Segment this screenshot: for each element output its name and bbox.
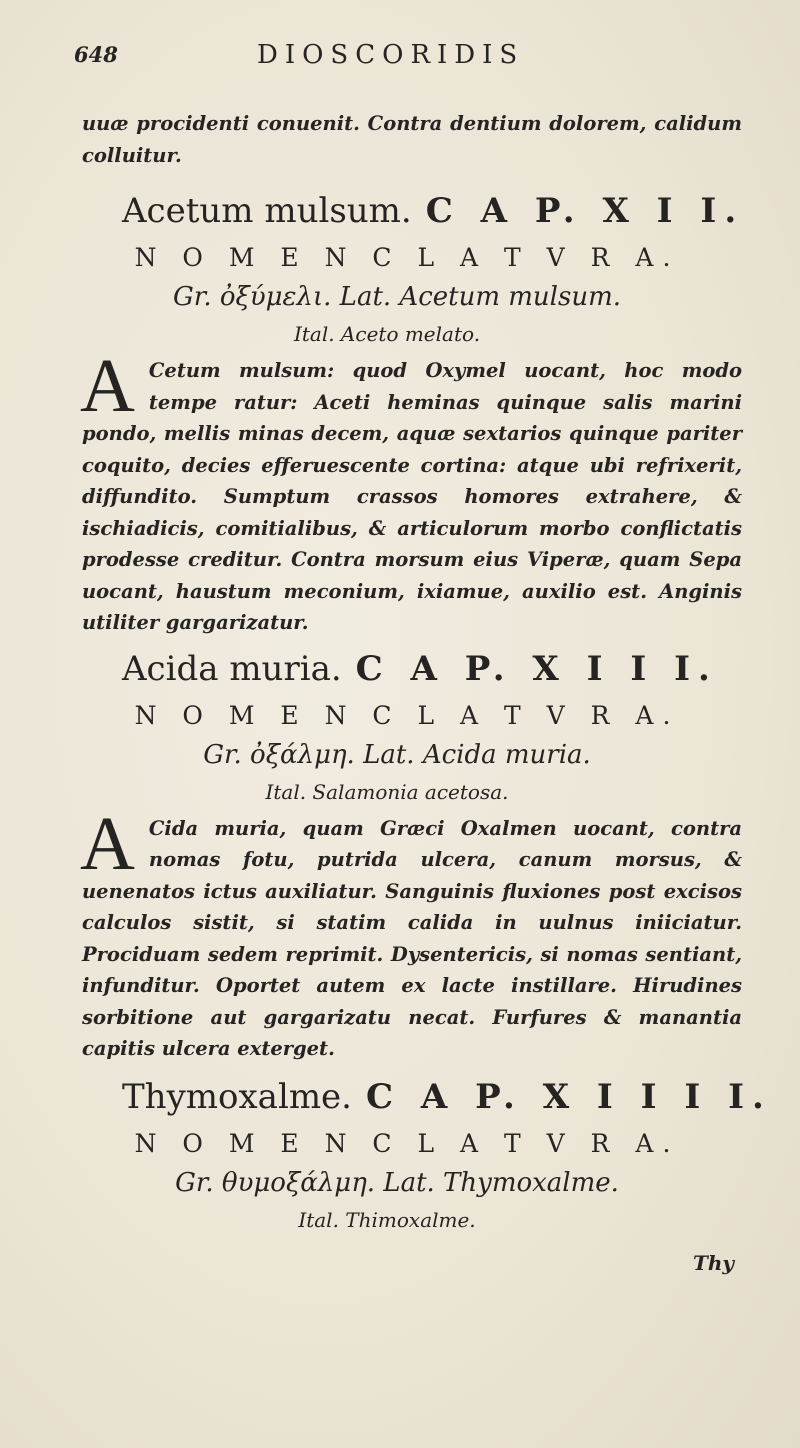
paragraph-text: Cida muria, quam Græci Oxalmen uocant, contra nomas fotu, putrida ulcera, canum morsus, & uenenatos ictus auxiliatur. Sanguinis fluxiones post excisos calculos sistit, si statim calida in uulnus iniiciatur. Prociduam sedem reprimit. Dysentericis, si nomas sentiant, infunditur. Oportet autem ex lacte instillare. Hirudines sorbitione aut gargarizatu necat. Furfures & manantia capitis ulcera exterget. [82,816,742,1060]
continuation-text: uuæ procidenti conuenit. Contra dentium dolorem, calidum colluitur. [82,112,742,167]
greek-latin-names: Gr. ὀξάλμη. Lat. Acida muria. [203,739,591,770]
nomenclatura-heading: N O M E N C L A T V R A. [134,1128,680,1158]
paragraph-text: Cetum mulsum: quod Oxymel uocant, hoc modo tempe ratur: Aceti heminas quinque salis marini pondo, mellis minas decem, aquæ sextarios quinque pariter coquito, decies efferuescente cortina: atque ubi refrixerit, diffundito. Sumptum crassos homores extrahere, & ischiadicis, comitialibus, & articulorum morbo conflictatis prodesse creditur. Contra morsum eius Viperæ, quam Sepa uocant, haustum meconium, ixiamue, auxilio est. Anginis utiliter gargarizatur. [82,359,742,634]
catchword: Thy [692,1250,734,1275]
chapter-number: C A P. X I I I. [355,648,718,689]
chapter-xii [80,189,745,639]
chapter-heading [122,647,742,691]
italian-name: Ital. Thimoxalme. [298,1207,476,1232]
chapter-title: Acida muria. [122,648,342,689]
greek-latin-names: Gr. ὀξύμελι. Lat. Acetum mulsum. [172,282,621,312]
drop-capital: A [80,344,135,428]
chapter-xiii [82,647,742,1065]
chapter-title: Thymoxalme. [122,1076,352,1117]
italian-name: Ital. Salamonia acetosa. [265,779,509,804]
nomenclatura-heading: N O M E N C L A T V R A. [134,243,680,272]
chapter-paragraph [80,344,742,639]
italian-name: Ital. Aceto melato. [293,322,481,346]
chapter-number: C A P. X I I I I. [365,1076,772,1117]
running-title: DIOSCORIDIS [257,40,525,70]
page-number: 648 [74,42,118,67]
chapter-paragraph [80,801,742,1065]
drop-capital: A [80,801,135,886]
chapter-title: Acetum mulsum. [122,191,412,231]
chapter-heading [122,1075,772,1119]
page-header [74,40,742,86]
greek-latin-names: Gr. θυμοξάλμη. Lat. Thymoxalme. [175,1167,619,1198]
chapter-number: C A P. X I I. [425,191,745,231]
chapter-heading [122,189,745,233]
nomenclatura-heading: N O M E N C L A T V R A. [134,700,680,730]
chapter-xiiii [82,1075,772,1237]
